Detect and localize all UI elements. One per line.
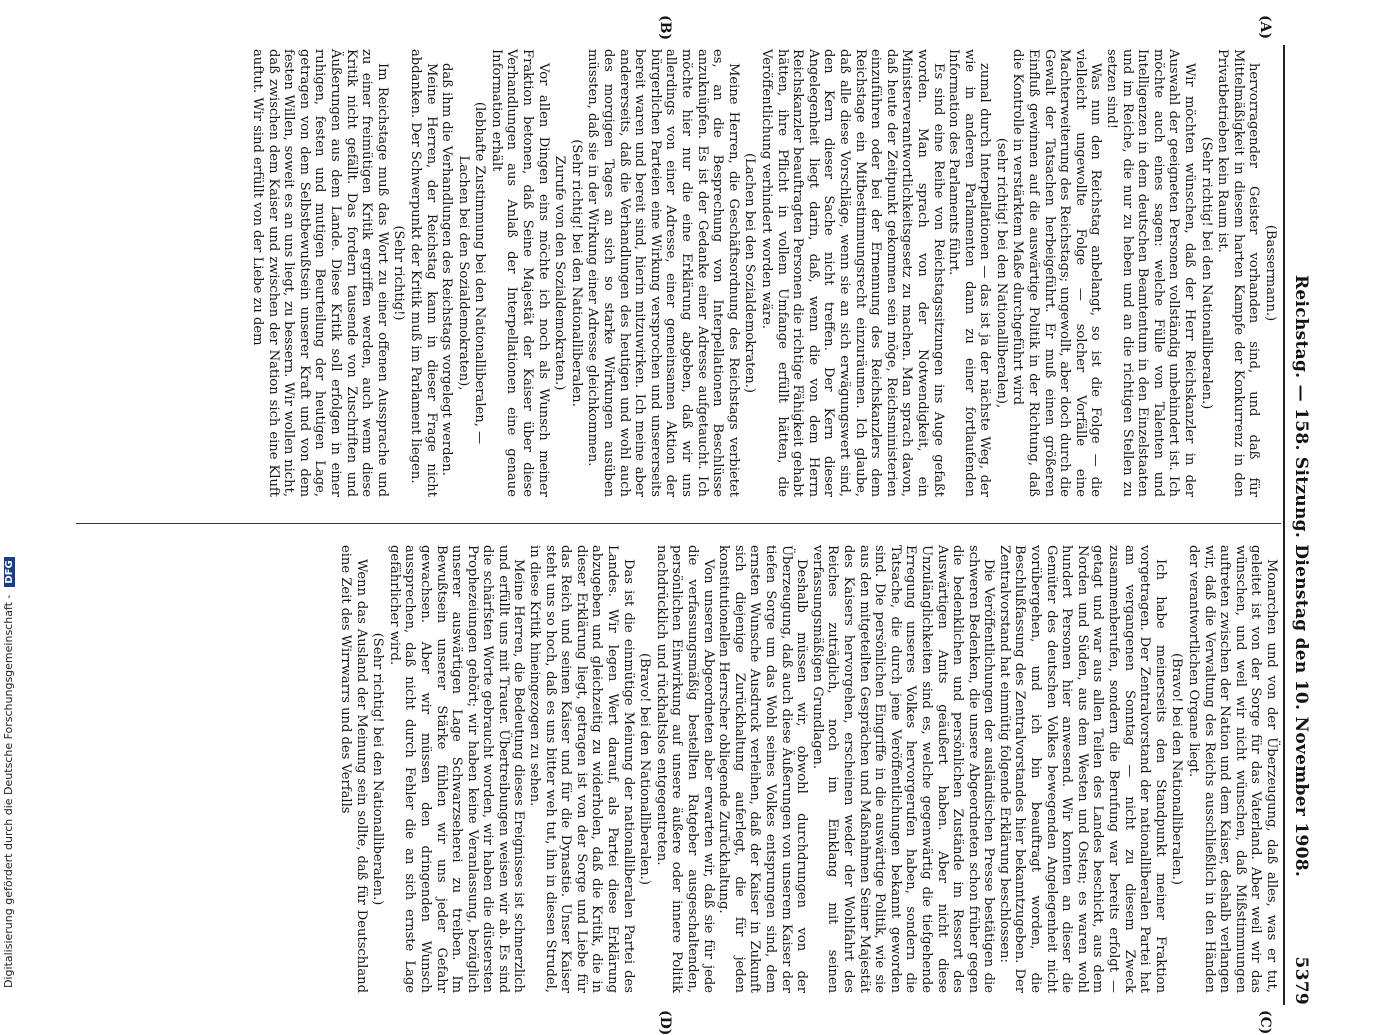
column-divider (76, 523, 1281, 524)
paragraph: Was nun den Reichstag anbelangt, so ist die Folge — die vielleicht ungewollte Folge — solcher Vorfälle eine Machterweiterung des Reichstags; ungewollt, aber doch durch die Gewalt der Tatsachen herbeigeführt. Er muß einen größeren Einfluß gewinnen auf die auswärtige Politik in der Richtung, daß die Kontrolle in verstärktem Maße durchgeführt wird (1010, 49, 1104, 497)
paragraph: Vor allen Dingen eins möchte ich noch als Wunsch meiner Fraktion betonen, daß Seine Majestät der Kaiser über diese Verhandlungen aus Anlaß der Interpellationen eine genaue Information erhält (488, 49, 551, 497)
paragraph: (Sehr richtig! bei den Nationalliberalen.) (1198, 136, 1214, 410)
paragraph: (Lachen bei den Sozialdemokraten.) (742, 152, 758, 393)
right-column (79, 545, 1279, 993)
margin-marker-a: (A) (1257, 15, 1273, 40)
paragraph: Meine Herren, die Geschäftsordnung des Reichstags verbietet es, an die Besprechung von Interpellationen Beschlüsse anzuknüpfen. Es ist der Gedanke einer Adresse aufgetaucht. Ich möchte hier nur die eine Erklärung abgeben, daß wir uns allerdings von einer Adresse, einer gemeinsamen Aktion der bürgerlichen Parteien eine Wirkung versprochen und unsererseits bereit waren und bereit sind, hierin mitzuwirken. Ich meine aber andererseits, daß die Verhandlungen des heutigen und wohl auch des morgigen Tages an sich so starke Wirkungen ausüben müssten, daß sie in der Wirkung einer Adresse gleichkommen. (585, 49, 741, 497)
digitization-footer (2, 48, 20, 988)
paragraph: Meine Herren, die Bedeutung dieses Ereignisses ist schmerzlich und erfüllt uns mit Trauer. Übertreibungen weisen wir ab. Es sind die schärfsten Worte gebraucht worden, wir haben die düstersten Prophezeiungen gehört; wir haben keine Veranlassung, bezüglich unserer auswärtigen Lage Schwarzseherei zu treiben. Im Bewußtsein unserer Stärke fühlen wir uns jeder Gefahr gewachsen. Aber wir müssen den dringenden Wunsch aussprechen, daß nicht durch Fehler die an sich ernste Lage gefährlicher wird. (386, 545, 527, 993)
footer-text: Digitalisierung gefördert durch die Deutsche Forschungsgemeinschaft - (2, 594, 15, 988)
paragraph: (Bravo! bei den Nationalliberalen.) (1169, 653, 1185, 885)
paragraph: Ich habe meinerseits den Standpunkt meiner Fraktion vorgetragen. Der Zentralvorstand der nationalliberalen Partei hat am vergangenen Sonntag — nicht zu diesem Zweck zusammenberufen, sondern die Berufung war bereits erfolgt — getagt und war aus allen Teilen des Landes beschickt, aus dem Norden und Süden, aus dem Westen und Osten; es waren wohl hundert Personen hier anwesend. Wir konnten an dieser die Gemüter des deutschen Volkes bewegenden Angelegenheit nicht vorübergehen, und ich bin beauftragt worden, die Beschlußfassung des Zentralvorstandes hier bekanntzugeben. Der Zentralvorstand hat einmütig folgende Erklärung beschlossen: (996, 545, 1168, 993)
paragraph: Wenn das Ausland der Meinung sein sollte, daß für Deutschland eine Zeit des Wirrwarrs und des Verfalls (337, 545, 369, 993)
paragraph: (Bravo! bei den Nationalliberalen.) (637, 653, 653, 885)
left-column (79, 49, 1279, 497)
paragraph: hervorragender Geister vorhanden sind, und daß für Mittelmäßigkeit in diesem harten Kampfe der Konkurrenz in den Privatbetrieben kein Raum ist. (1215, 49, 1262, 497)
margin-marker-d: (D) (657, 1010, 673, 1035)
paragraph: Von unseren Abgeordneten aber erwarten wir, daß sie für jede die verfassungsmäßig bestellten Ratgeber ausgeschaltenden, persönlichen Einwirkung auf unsere äußere oder innere Politik nachdrücklich und rückhaltslos entgegentreten. (653, 545, 716, 993)
margin-marker-b: (B) (657, 15, 673, 41)
paragraph: Im Reichstage muß das Wort zu einer offenen Aussprache und zu einer freimütigen Kritik ergriffen werden, auch wenn diese Kritik nicht gefällt. Das fordern tausende von Zuschriften und Äußerungen aus dem Lande. Diese Kritik soll erfolgen in einer ruhigen, festen und mutigen Beurteilung der heutigen Lage, getragen von dem Selbstbewußtsein unserer Kraft und von dem festen Willen, soweit es an uns liegt, zu bessern. Wir wollen nicht, daß zwischen dem Kaiser und zwischen der Nation sich eine Kluft auftut. Wir sind erfüllt von der Liebe zu dem (250, 49, 390, 497)
paragraph: Die Veröffentlichungen der ausländischen Presse bestätigen die schweren Bedenken, die unsere Abgeordneten schon früher gegen die bedenklichen und persönlichen Zustände im Ressort des Auswärtigen Amts geäußert haben. Aber nicht diese Unzulänglichkeiten sind es, welche gegenwärtig die tiefgehende Erregung unseres Volkes hervorgerufen haben, sondern die Tatsache, die durch jene Veröffentlichungen bekannt geworden sind. Die persönlichen Eingriffe in die auswärtige Politik, wie sie aus den mitgeteilten Gesprächen und Maßnahmen Seiner Majestät des Kaisers hervorgehen, erscheinen weder der Wohlfahrt des Reiches zuträglich, noch im Einklang mit seinen verfassungsmäßigen Grundlagen. (809, 545, 997, 993)
paragraph: Wir möchten wünschen, daß der Herr Reichskanzler in der Auswahl der geeigneten Personen vollständig unbehindert ist. Ich möchte auch eines sagen: welche Fülle von Talenten und Intelligenzen in dem deutschen Beamtentum in den Einzelstaaten und im Reiche, die nur zu heben und an die richtigen Stellen zu setzen sind! (1104, 49, 1198, 497)
rotated-page-content (73, 15, 1313, 1035)
speaker-name: (Bassermann.) (1263, 224, 1278, 322)
paragraph: Monarchen und von der Überzeugung, daß alles, was er tut, geleitet ist von der Sorge für das Vaterland. Aber weil wir das wünschen, und weil wir nicht wünschen, daß Mißstimmungen auftreten zwischen der Nation und dem Kaiser, deshalb verlangen wir, daß die Verwaltung des Reichs ausschließlich in den Händen der verantwortlichen Organe liegt. (1186, 545, 1279, 993)
header-title: Reichstag. — 158. Sitzung. Dienstag den 10. November 1908. (1291, 275, 1311, 878)
left-paragraphs (249, 49, 1261, 497)
paragraph: (sehr richtig! bei den Nationalliberalen), (993, 137, 1009, 409)
margin-marker-c: (C) (1257, 1010, 1273, 1035)
paragraph: zumal durch Interpellationen — das ist ja der nächste Weg, der wie in anderen Parlamenten dann zu einer fortlaufenden Information des Parlaments führt. (946, 49, 993, 497)
paragraph: (Sehr richtig!) (391, 225, 407, 321)
dfg-logo: DFG (4, 557, 15, 586)
paragraph: Das ist die einmütige Meinung der nationalliberalen Partei des Landes. Wir legen Wert darauf, als Partei diese Erklärung abzugeben und gleichzeitig zu widerholen, daß die Kritik, die in dieser Erklärung liegt, getragen ist von der Sorge und Liebe für das Reich und seinen Kaiser und für die Dynastie. Unser Kaiser steht uns so hoch, daß es uns bitter weh tut, ihn in diesen Strudel, in diese Kritik hineingezogen zu sehen. (527, 545, 636, 993)
right-paragraphs (337, 545, 1279, 993)
paragraph: Deshalb müssen wir, obwohl durchdrungen von der Überzeugung, daß auch diese Äußerungen von unserem Kaiser der tiefen Sorge um das Wohl seines Volkes entsprungen sind, dem ernsten Wunsche Ausdruck verleihen, daß der Kaiser in Zukunft sich diejenige Zurückhaltung auferlegt, die für jeden konstitutionellen Herrscher obliegende Zurückhaltung. (716, 545, 810, 993)
paragraph: (lebhafte Zustimmung bei den Nationalliberalen, — (472, 101, 488, 445)
paragraph: daß ihm die Verhandlungen des Reichstags vorgelegt werden. (439, 63, 455, 476)
header-rule (1283, 45, 1285, 1005)
page-number: 5379 (1291, 956, 1311, 1005)
paragraph: Meine Herren, der Reichstag kann in dieser Frage nicht abdanken. Der Schwerpunkt der Kritik muß im Parlament liegen. (407, 49, 439, 497)
paragraph: Zurufe von den Sozialdemokraten.) (552, 155, 568, 391)
paragraph: Es sind eine Reihe von Reichstagssitzungen ins Auge gefaßt worden. Man sprach von der Notwendigkeit, ein Ministerverantwortlichkeitsgesetz zu machen. Man sprach davon, daß heute der Zeitpunkt gekommen sein möge, Reichsministerien einzuführen oder bei der Ernennung des Reichskanzlers dem Reichstage ein Mitbestimmungsrecht einzuräumen. Ich glaube, daß alle diese Vorschläge, wenn sie an sich erwägungswert sind, den Kern dieser Sache nicht treffen. Der Kern dieser Angelegenheit liegt darin, daß, wenn die von dem Herrn Reichskanzler beauftragten Personen die richtige Fähigkeit gehabt hätten, ihre Pflicht in vollem Umfange erfüllt hätten, die Veröffentlichung verhindert worden wäre. (759, 49, 946, 497)
paragraph: (Sehr richtig! bei den Nationalliberalen. (568, 139, 584, 407)
paragraph: (Sehr richtig! bei den Nationalliberalen.) (370, 632, 386, 906)
page-header (1287, 45, 1313, 1005)
paragraph: Lachen bei den Sozialdemokraten), (455, 155, 471, 391)
